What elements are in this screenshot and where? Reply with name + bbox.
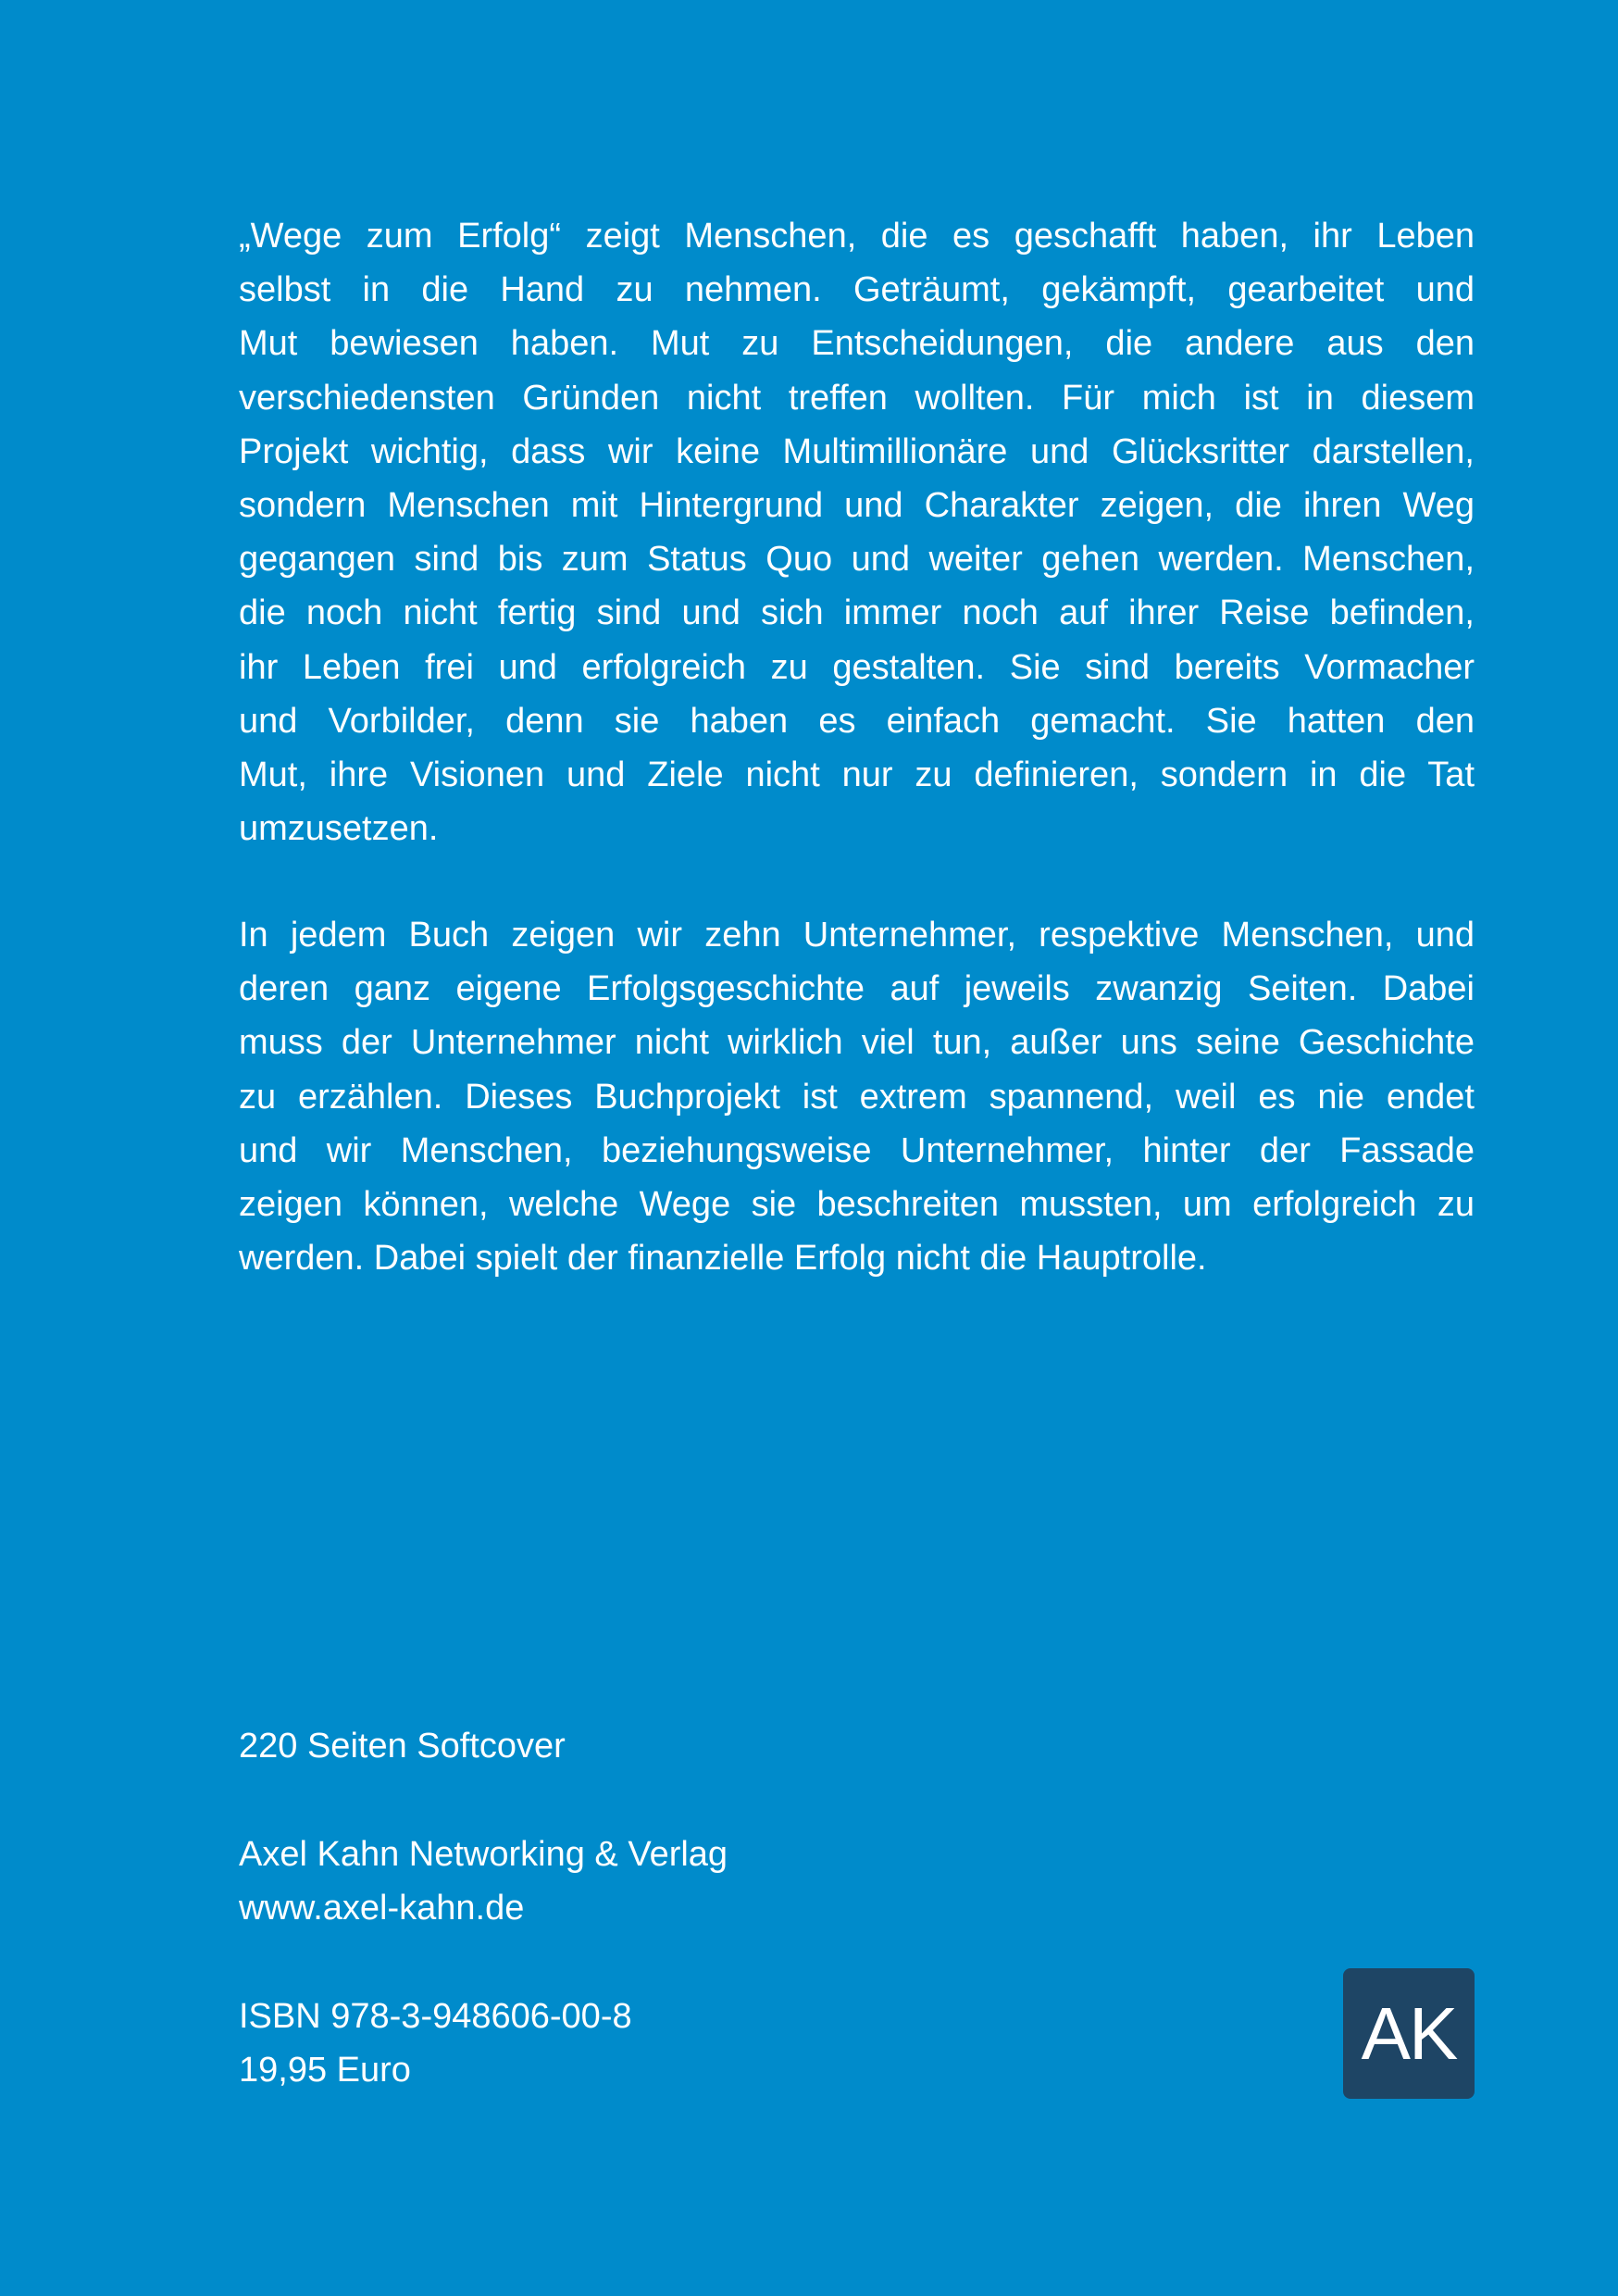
text-line: In jedem Buch zeigen wir zehn Unternehmer, respektive Menschen, und [239,916,1475,955]
page-count: 220 Seiten Softcover [239,1727,566,1766]
text-line: zeigen können, welche Wege sie beschreiten mussten, um erfolgreich zu [239,1184,1475,1224]
isbn: ISBN 978-3-948606-00-8 [239,1997,632,2036]
text-line: und wir Menschen, beziehungsweise Unternehmer, hinter der Fassade [239,1130,1475,1170]
description-paragraph-1 [239,209,1475,855]
text-line: deren ganz eigene Erfolgsgeschichte auf jeweils zwanzig Seiten. Dabei [239,969,1475,1009]
text-line: zu erzählen. Dieses Buchprojekt ist extrem spannend, weil es nie endet [239,1077,1475,1117]
logo-text: AK [1361,1991,1457,2075]
text-line: verschiedensten Gründen nicht treffen wollten. Für mich ist in diesem [239,378,1475,418]
publisher-logo [1343,1968,1475,2099]
text-line: die noch nicht fertig sind und sich immer noch auf ihrer Reise befinden, [239,593,1475,633]
text-line: und Vorbilder, denn sie haben es einfach gemacht. Sie hatten den [239,701,1475,741]
text-line: ihr Leben frei und erfolgreich zu gestalten. Sie sind bereits Vormacher [239,647,1475,687]
text-line: muss der Unternehmer nicht wirklich viel tun, außer uns seine Geschichte [239,1023,1475,1063]
text-line: werden. Dabei spielt der finanzielle Erfolg nicht die Hauptrolle. [239,1239,1207,1279]
text-line: Projekt wichtig, dass wir keine Multimillionäre und Glücksritter darstellen, [239,431,1475,471]
text-line: Mut, ihre Visionen und Ziele nicht nur zu definieren, sondern in die Tat [239,755,1475,794]
text-line: sondern Menschen mit Hintergrund und Charakter zeigen, die ihren Weg [239,485,1475,525]
text-line: gegangen sind bis zum Status Quo und weiter gehen werden. Menschen, [239,540,1475,580]
description-paragraph-2 [239,908,1475,1285]
text-line: Mut bewiesen haben. Mut zu Entscheidungen, die andere aus den [239,324,1475,364]
text-line: selbst in die Hand zu nehmen. Geträumt, gekämpft, gearbeitet und [239,270,1475,310]
publisher-website[interactable]: www.axel-kahn.de [239,1889,525,1928]
price: 19,95 Euro [239,2051,411,2090]
publisher-name: Axel Kahn Networking & Verlag [239,1835,728,1874]
text-line: „Wege zum Erfolg“ zeigt Menschen, die es geschafft haben, ihr Leben [239,217,1475,256]
text-line: umzusetzen. [239,809,439,849]
